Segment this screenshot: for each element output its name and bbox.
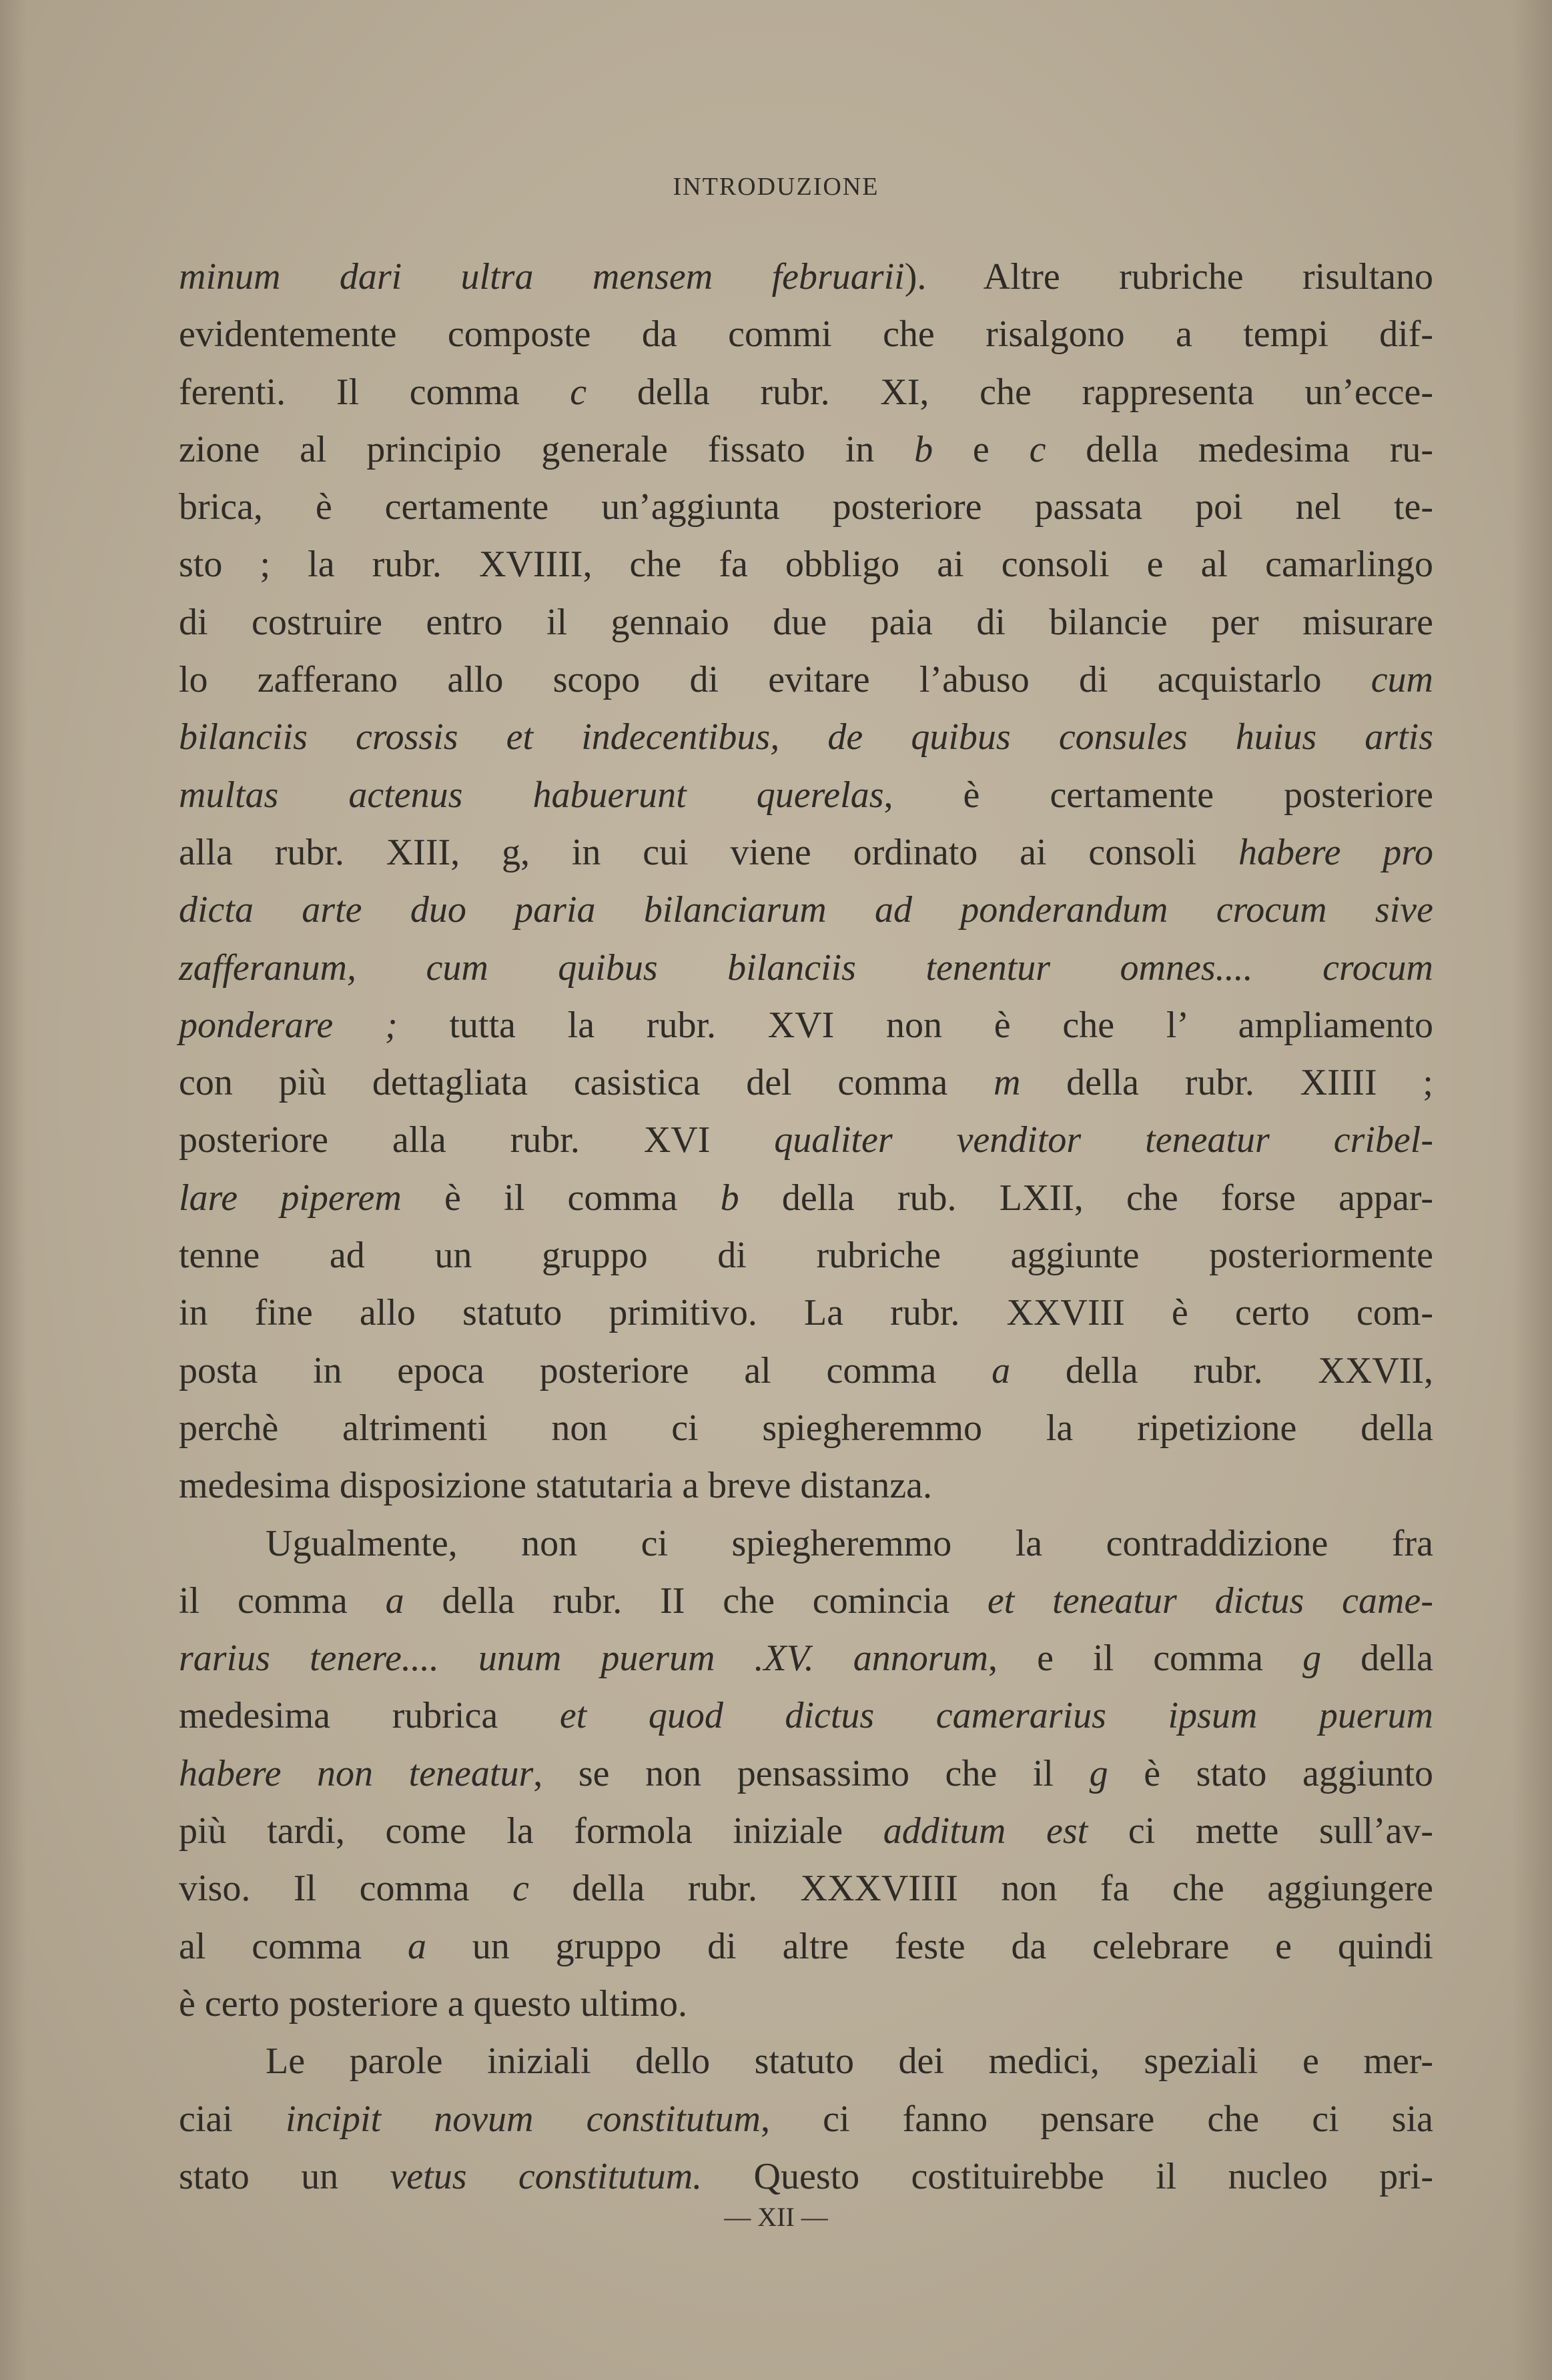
text-segment: più tardi, come la formola iniziale xyxy=(179,1810,883,1852)
text-segment: perchè altrimenti non ci spiegheremmo la ripetizione della xyxy=(179,1407,1433,1449)
text-segment: il comma xyxy=(179,1580,386,1622)
text-segment: tenne ad un gruppo di rubriche aggiunte posteriormente xyxy=(179,1235,1433,1277)
text-line xyxy=(179,1111,1433,1169)
italic-text: minum dari ultra mensem februarii xyxy=(179,256,905,298)
text-line xyxy=(179,594,1433,651)
text-segment: tutta la rubr. XVI non è che l’ ampliamento xyxy=(397,1004,1433,1046)
italic-text: habere pro xyxy=(1238,831,1434,873)
text-segment: della rub. LXII, che forse appar- xyxy=(739,1177,1433,1219)
text-line xyxy=(179,2091,1433,2148)
text-segment: , ci fanno pensare che ci sia xyxy=(760,2098,1434,2140)
text-line xyxy=(179,1457,1433,1514)
text-line xyxy=(179,1802,1433,1860)
text-segment: lo zafferano allo scopo di evitare l’abuso di acquistarlo xyxy=(179,659,1371,701)
text-line xyxy=(179,1169,1433,1227)
text-segment: della rubr. XXXVIIII non fa che aggiungere xyxy=(528,1868,1433,1910)
italic-text: qualiter venditor teneatur cribel- xyxy=(774,1119,1433,1161)
text-line xyxy=(179,881,1433,939)
text-line xyxy=(179,651,1433,708)
italic-text: c xyxy=(570,371,587,413)
italic-text: habere non teneatur xyxy=(179,1752,534,1794)
body-text xyxy=(179,248,1433,2205)
text-segment: in fine allo statuto primitivo. La rubr. XXVIII è certo com- xyxy=(179,1292,1433,1334)
text-segment: della rubr. II che comincia xyxy=(404,1580,988,1622)
text-segment: medesima disposizione statutaria a breve distanza. xyxy=(179,1465,932,1507)
text-segment: della xyxy=(1321,1638,1433,1680)
text-segment: zione al principio generale fissato in xyxy=(179,428,915,470)
text-line xyxy=(179,1630,1433,1687)
page-number: — XII — xyxy=(724,2202,828,2232)
italic-text: a xyxy=(992,1349,1011,1391)
italic-text: et teneatur dictus came- xyxy=(987,1580,1433,1622)
italic-text: c xyxy=(1029,428,1046,470)
text-segment: stato un xyxy=(179,2155,390,2197)
text-segment: , e il comma xyxy=(988,1638,1303,1680)
text-segment: viso. Il comma xyxy=(179,1868,512,1910)
text-line xyxy=(179,1572,1433,1630)
text-line xyxy=(179,2148,1433,2205)
italic-text: vetus constitutum. xyxy=(390,2155,703,2197)
text-line xyxy=(179,1860,1433,1917)
text-line xyxy=(179,824,1433,881)
text-segment: al comma xyxy=(179,1925,408,1967)
text-segment: della rubr. XXVII, xyxy=(1010,1349,1434,1391)
text-line xyxy=(179,1745,1433,1802)
italic-text: bilanciis crossis et indecentibus, de quibus consules huius artis xyxy=(179,716,1433,758)
text-segment: Questo costituirebbe il nucleo pri- xyxy=(702,2155,1434,2197)
text-segment: posta in epoca posteriore al comma xyxy=(179,1349,992,1391)
italic-text: b xyxy=(720,1177,739,1219)
text-line xyxy=(179,939,1433,997)
page-shadow-left xyxy=(0,0,27,2380)
text-line xyxy=(179,536,1433,593)
text-segment: evidentemente composte da commi che risalgono a tempi dif- xyxy=(179,314,1433,356)
text-segment: ciai xyxy=(179,2098,286,2140)
text-segment: ferenti. Il comma xyxy=(179,371,570,413)
italic-text: g xyxy=(1302,1638,1322,1680)
text-segment: e xyxy=(933,428,1030,470)
text-segment: , è certamente posteriore xyxy=(883,774,1433,816)
text-line xyxy=(179,766,1433,824)
text-line xyxy=(179,478,1433,536)
italic-text: m xyxy=(993,1062,1021,1104)
italic-text: additum est xyxy=(883,1810,1088,1852)
text-segment: Le parole iniziali dello statuto dei medici, speziali e mer- xyxy=(266,2040,1433,2082)
text-line xyxy=(179,248,1433,306)
text-segment: è certo posteriore a questo ultimo. xyxy=(179,1982,687,2024)
text-segment: un gruppo di altre feste da celebrare e quindi xyxy=(426,1925,1433,1967)
italic-text: rarius tenere.... unum puerum .XV. annorum xyxy=(179,1638,989,1680)
text-segment: brica, è certamente un’aggiunta posteriore passata poi nel te- xyxy=(179,486,1433,528)
text-segment: medesima rubrica xyxy=(179,1695,560,1737)
text-segment: posteriore alla rubr. XVI xyxy=(179,1119,775,1161)
italic-text: a xyxy=(385,1580,404,1622)
text-line xyxy=(179,1687,1433,1744)
text-line xyxy=(179,2032,1433,2090)
text-segment: , se non pensassimo che il xyxy=(533,1752,1090,1794)
page-shadow-right xyxy=(1512,0,1552,2380)
italic-text: cum xyxy=(1371,659,1433,701)
text-line xyxy=(179,708,1433,766)
text-segment: alla rubr. XIII, g, in cui viene ordinato ai consoli xyxy=(179,831,1239,873)
italic-text: a xyxy=(407,1925,426,1967)
running-head: INTRODUZIONE xyxy=(673,173,879,201)
text-segment: della rubr. XI, che rappresenta un’ecce- xyxy=(587,371,1433,413)
italic-text: g xyxy=(1089,1752,1108,1794)
text-segment: ). Altre rubriche risultano xyxy=(904,256,1433,298)
italic-text: c xyxy=(512,1868,529,1910)
italic-text: b xyxy=(914,428,933,470)
text-line xyxy=(179,1284,1433,1341)
italic-text: zafferanum, cum quibus bilanciis tenentur omnes.... crocum xyxy=(179,947,1433,989)
text-line xyxy=(179,364,1433,421)
italic-text: ponderare ; xyxy=(179,1004,398,1046)
text-segment: di costruire entro il gennaio due paia di bilancie per misurare xyxy=(179,601,1433,643)
text-line xyxy=(179,997,1433,1054)
text-line xyxy=(179,421,1433,478)
text-segment: è stato aggiunto xyxy=(1108,1752,1434,1794)
text-line xyxy=(179,306,1433,363)
text-segment: con più dettagliata casistica del comma xyxy=(179,1062,994,1104)
text-line xyxy=(179,1975,1433,2032)
text-line xyxy=(179,1342,1433,1399)
text-segment: ci mette sull’av- xyxy=(1088,1810,1434,1852)
text-line xyxy=(179,1515,1433,1572)
text-segment: Ugualmente, non ci spiegheremmo la contraddizione fra xyxy=(266,1522,1433,1564)
text-segment: è il comma xyxy=(401,1177,721,1219)
text-line xyxy=(179,1227,1433,1284)
italic-text: multas actenus habuerunt querelas xyxy=(179,774,884,816)
italic-text: incipit novum constitutum xyxy=(285,2098,761,2140)
text-line xyxy=(179,1918,1433,1975)
text-line xyxy=(179,1399,1433,1457)
text-segment: della medesima ru- xyxy=(1046,428,1433,470)
italic-text: dicta arte duo paria bilanciarum ad ponderandum crocum sive xyxy=(179,889,1433,931)
text-segment: della rubr. XIIII ; xyxy=(1020,1062,1433,1104)
italic-text: et quod dictus camerarius ipsum puerum xyxy=(559,1695,1433,1737)
italic-text: lare piperem xyxy=(179,1177,402,1219)
text-segment: sto ; la rubr. XVIIII, che fa obbligo ai consoli e al camarlingo xyxy=(179,544,1433,586)
text-line xyxy=(179,1054,1433,1111)
